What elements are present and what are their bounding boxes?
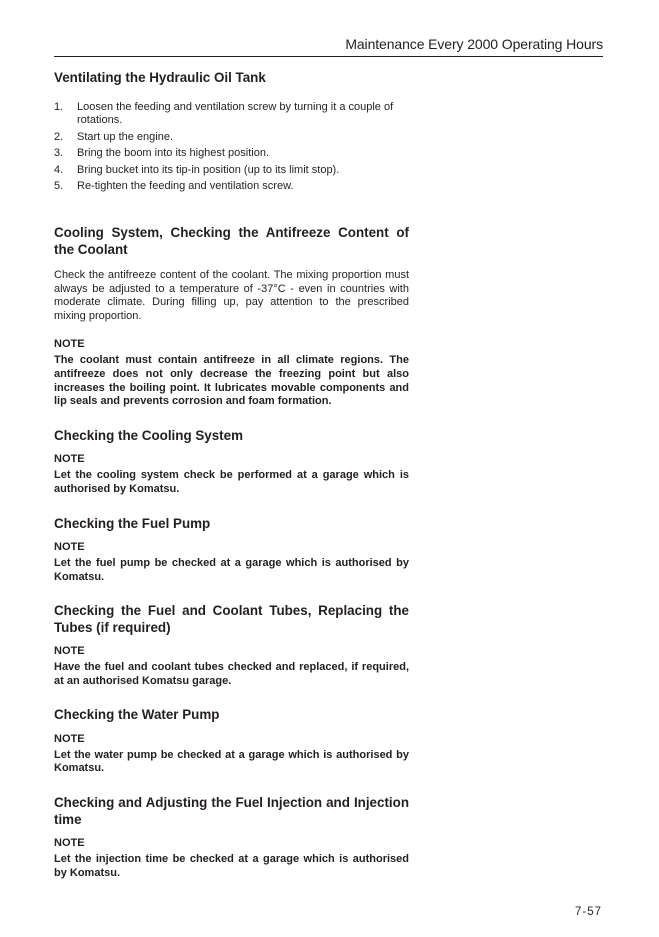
step-number: 5. [54,180,64,193]
note-label: NOTE [54,541,85,553]
section-heading: Checking the Fuel and Coolant Tubes, Replacing the Tubes (if required) [54,603,409,635]
note-text: Let the fuel pump be checked at a garage which is authorised by Komatsu. [54,557,409,583]
list-item [54,101,409,128]
note-label: NOTE [54,453,85,466]
section-heading: Checking the Fuel Pump [54,515,211,531]
note-text: The coolant must contain antifreeze in all climate regions. The antifreeze does not only decrease the freezing point but also increases the boiling point. It lubricates movable components and lip seals and prevents corrosion and foam formation. [54,354,409,408]
section-checking-cooling-system [54,428,409,497]
note-label: NOTE [54,732,85,745]
step-number: 3. [54,147,64,160]
step-number: 4. [54,163,64,176]
body-paragraph: Check the antifreeze content of the coolant. The mixing proportion must always be adjusted to a temperature of -37°C - even in countries with moderate climate. During filling up, pay attention to the prescribed mixing proportion. [54,269,409,322]
note-text: Let the cooling system check be performed at a garage which is authorised by Komatsu. [54,469,409,495]
running-header-title: Maintenance Every 2000 Operating Hours [345,36,603,52]
section-checking-fuel-pump [54,516,409,585]
section-heading: Ventilating the Hydraulic Oil Tank [54,70,266,85]
note-text: Let the water pump be checked at a garage which is authorised by Komatsu. [54,748,409,775]
section-heading: Checking the Water Pump [54,707,220,723]
list-item [54,131,409,145]
list-item [54,164,409,178]
list-item [54,180,409,194]
page-content [54,70,409,880]
section-ventilating-hydraulic-oil-tank [54,70,409,194]
step-text: Loosen the feeding and ventilation screw by turning it a couple of rotations. [77,100,394,127]
note-label: NOTE [54,837,85,850]
section-checking-fuel-coolant-tubes [54,603,409,688]
section-heading: Checking the Cooling System [54,427,243,443]
step-text: Bring bucket into its tip-in position (up to its limit stop). [77,163,340,176]
section-checking-water-pump [54,707,409,776]
step-number: 1. [54,100,64,113]
page-number: 7-57 [574,906,602,918]
section-heading: Cooling System, Checking the Antifreeze Content of the Coolant [54,225,409,257]
note-text: Let the injection time be checked at a garage which is authorised by Komatsu. [54,853,409,879]
step-text: Re-tighten the feeding and ventilation screw. [77,180,294,193]
section-heading: Checking and Adjusting the Fuel Injection and Injection time [54,795,409,827]
section-antifreeze-content [54,225,409,409]
note-label: NOTE [54,645,85,658]
note-text: Have the fuel and coolant tubes checked and replaced, if required, at an authorised Komatsu garage. [54,661,409,687]
section-fuel-injection-timing [54,795,409,880]
step-text: Bring the boom into its highest position. [77,147,270,160]
step-number: 2. [54,130,64,143]
note-label: NOTE [54,338,85,351]
step-text: Start up the engine. [77,130,174,143]
header-divider [54,56,603,57]
list-item [54,147,409,161]
steps-list [54,101,409,195]
